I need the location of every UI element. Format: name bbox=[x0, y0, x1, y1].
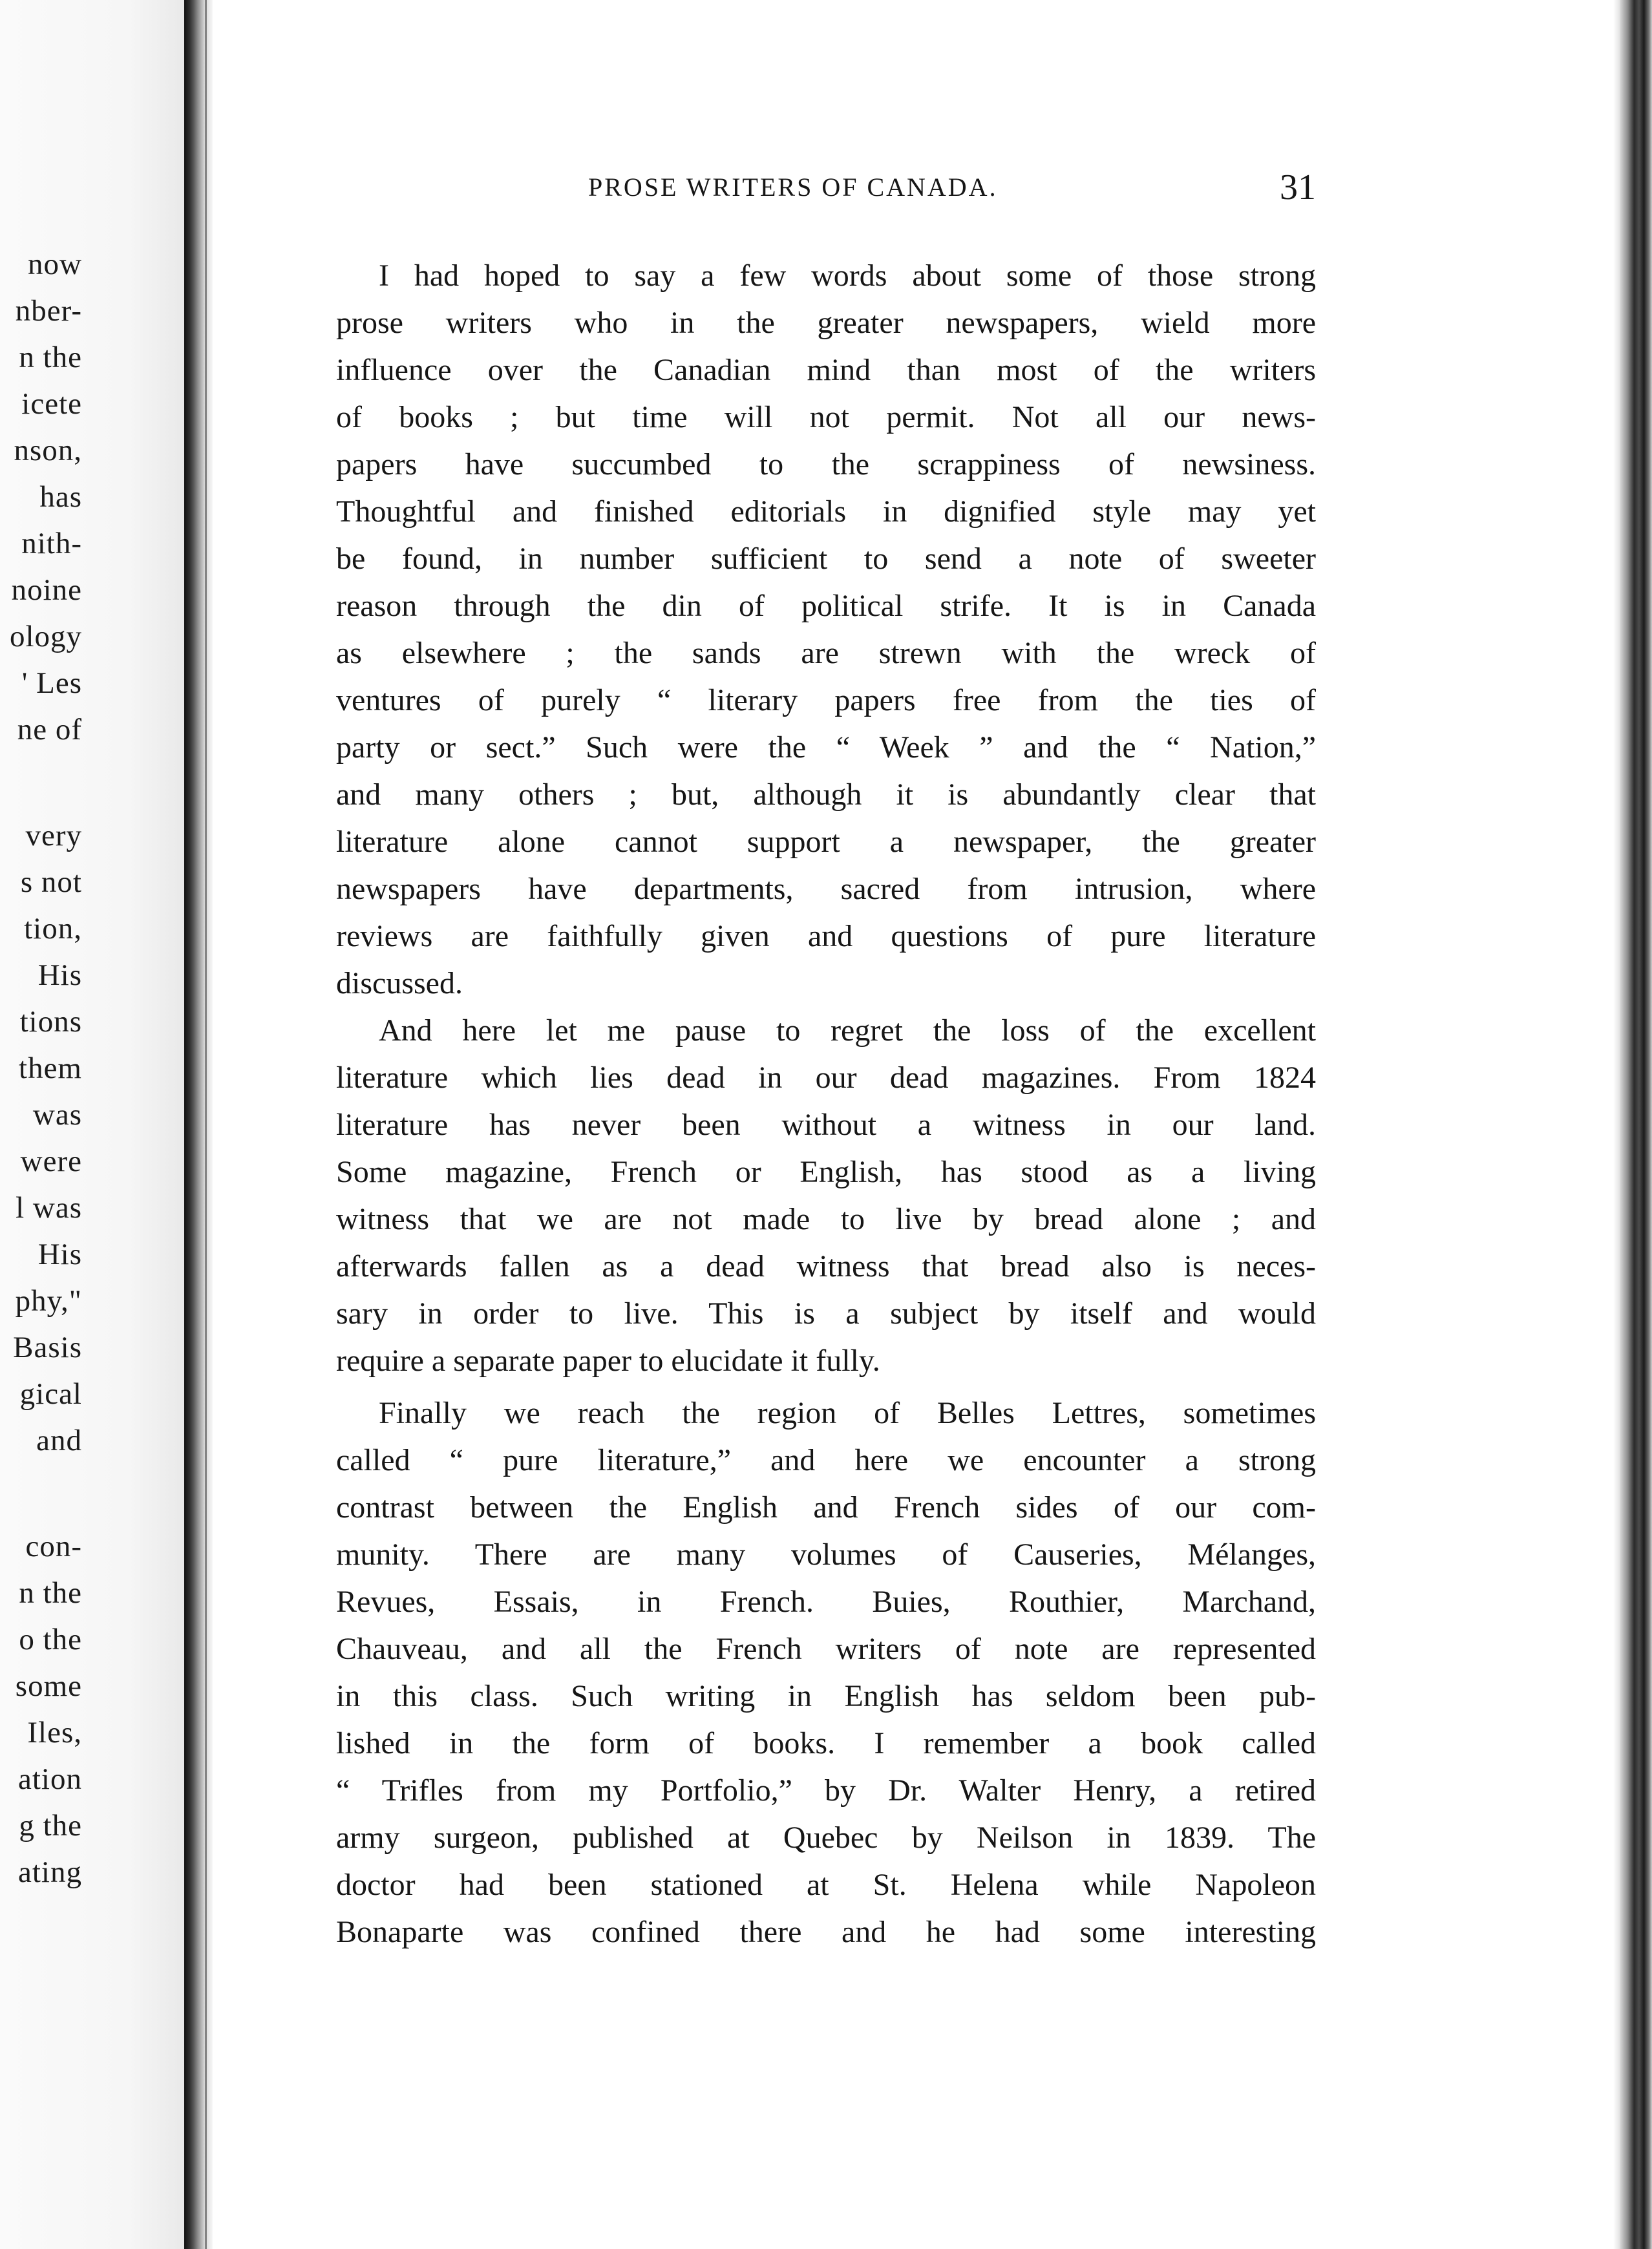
left-page-text-fragment: nson, bbox=[14, 434, 82, 467]
left-page-text-fragment: gical bbox=[19, 1377, 82, 1411]
left-page-text-fragment: now bbox=[28, 248, 82, 281]
paragraph-spacer bbox=[336, 1384, 1316, 1389]
text-line: Finally we reach the region of Belles Lettres, sometimes bbox=[379, 1396, 1316, 1430]
paragraph bbox=[336, 1389, 1316, 1956]
left-page-text-fragment: phy," bbox=[15, 1284, 82, 1318]
left-page-text-fragment: l was bbox=[16, 1191, 82, 1225]
page-stack-edge bbox=[1620, 0, 1652, 2249]
text-line: literature which lies dead in our dead magazines. From 1824 bbox=[336, 1061, 1316, 1095]
text-line: witness that we are not made to live by bread alone ; and bbox=[336, 1202, 1316, 1236]
text-line: I had hoped to say a few words about some of those strong bbox=[379, 259, 1316, 293]
left-page-text-fragment: them bbox=[19, 1051, 82, 1085]
text-line: Some magazine, French or English, has stood as a living bbox=[336, 1155, 1316, 1189]
text-line: Thoughtful and finished editorials in dignified style may yet bbox=[336, 494, 1316, 529]
left-page-text-fragment: nith- bbox=[21, 527, 82, 560]
left-page-text-fragment: g the bbox=[19, 1809, 82, 1842]
text-line: Bonaparte was confined there and he had some interesting bbox=[336, 1915, 1316, 1949]
text-line: ventures of purely “ literary papers free from the ties of bbox=[336, 683, 1316, 717]
text-line: contrast between the English and French sides of our com- bbox=[336, 1490, 1316, 1525]
text-line: called “ pure literature,” and here we encounter a strong bbox=[336, 1443, 1316, 1477]
left-page-text-fragment: ' Les bbox=[21, 666, 82, 700]
left-page-text-fragment: ation bbox=[18, 1762, 82, 1796]
running-head bbox=[336, 167, 1316, 212]
paragraph bbox=[336, 1007, 1316, 1384]
left-page-text-fragment: ology bbox=[9, 620, 82, 653]
left-page-text-fragment: tions bbox=[19, 1005, 82, 1039]
text-line: and many others ; but, although it is abundantly clear that bbox=[336, 777, 1316, 812]
left-page-text-fragment: o the bbox=[19, 1623, 82, 1656]
text-line: lished in the form of books. I remember a book called bbox=[336, 1726, 1316, 1760]
text-line: as elsewhere ; the sands are strewn with the wreck of bbox=[336, 636, 1316, 670]
text-line: be found, in number sufficient to send a note of sweeter bbox=[336, 542, 1316, 576]
left-page-text-fragment: con- bbox=[25, 1530, 82, 1563]
text-line: require a separate paper to elucidate it fully. bbox=[336, 1344, 880, 1378]
page-number: 31 bbox=[1280, 167, 1316, 207]
text-line: in this class. Such writing in English has seldom been pub- bbox=[336, 1679, 1316, 1713]
text-line: newspapers have departments, sacred from intrusion, where bbox=[336, 872, 1316, 906]
left-page-text-fragment: nber- bbox=[15, 294, 82, 328]
text-line: afterwards fallen as a dead witness that bread also is neces- bbox=[336, 1249, 1316, 1283]
gutter-fold-line bbox=[205, 0, 207, 2249]
left-page-text-fragment: ne of bbox=[17, 713, 82, 746]
left-page-text-fragment: n the bbox=[19, 341, 82, 374]
left-page-text-fragment: noine bbox=[11, 573, 82, 607]
left-page-text-fragment: His bbox=[37, 958, 82, 992]
text-line: reviews are faithfully given and questions of pure literature bbox=[336, 919, 1316, 953]
body-text bbox=[336, 252, 1316, 1956]
text-line: influence over the Canadian mind than most of the writers bbox=[336, 353, 1316, 387]
text-line: party or sect.” Such were the “ Week ” and the “ Nation,” bbox=[336, 730, 1316, 765]
text-line: literature alone cannot support a newspaper, the greater bbox=[336, 825, 1316, 859]
text-line: sary in order to live. This is a subject by itself and would bbox=[336, 1296, 1316, 1331]
text-line: Chauveau, and all the French writers of note are represented bbox=[336, 1632, 1316, 1666]
left-page-text-fragment: tion, bbox=[24, 912, 82, 945]
text-line: munity. There are many volumes of Causeries, Mélanges, bbox=[336, 1537, 1316, 1572]
left-page-text-fragment: and bbox=[36, 1424, 82, 1457]
text-line: of books ; but time will not permit. Not all our news- bbox=[336, 400, 1316, 434]
left-page-text-fragment: icete bbox=[21, 387, 82, 421]
left-page-text-fragment: some bbox=[15, 1669, 82, 1703]
paragraph bbox=[336, 252, 1316, 1007]
text-line: prose writers who in the greater newspapers, wield more bbox=[336, 306, 1316, 340]
left-page-text-fragment: Iles, bbox=[27, 1716, 82, 1749]
text-line: army surgeon, published at Quebec by Neilson in 1839. The bbox=[336, 1821, 1316, 1855]
left-page-text-fragment: was bbox=[32, 1098, 82, 1132]
left-page-text-fragment: has bbox=[39, 480, 82, 514]
text-line: discussed. bbox=[336, 966, 463, 1000]
left-page-text-fragment: n the bbox=[19, 1576, 82, 1610]
left-page-text-fragment: s not bbox=[20, 865, 82, 899]
text-line: literature has never been without a witness in our land. bbox=[336, 1108, 1316, 1142]
book-page bbox=[336, 0, 1318, 2249]
text-line: doctor had been stationed at St. Helena while Napoleon bbox=[336, 1868, 1316, 1902]
left-page-text-fragment: very bbox=[25, 819, 82, 852]
page-edge bbox=[1613, 0, 1620, 2249]
text-line: reason through the din of political strife. It is in Canada bbox=[336, 589, 1316, 623]
text-line: And here let me pause to regret the loss of the excellent bbox=[379, 1013, 1316, 1048]
left-page-text-fragment: were bbox=[20, 1145, 82, 1178]
book-gutter-shadow bbox=[184, 0, 213, 2249]
left-page-fragment bbox=[0, 0, 184, 2249]
left-page-text-fragment: His bbox=[37, 1238, 82, 1271]
running-head-title: PROSE WRITERS OF CANADA. bbox=[588, 173, 998, 202]
text-line: Revues, Essais, in French. Buies, Routhier, Marchand, bbox=[336, 1585, 1316, 1619]
left-page-text-fragment: ating bbox=[18, 1855, 82, 1889]
text-line: papers have succumbed to the scrappiness of newsiness. bbox=[336, 447, 1316, 481]
left-page-text-fragment: Basis bbox=[13, 1331, 82, 1364]
text-line: “ Trifles from my Portfolio,” by Dr. Walter Henry, a retired bbox=[336, 1773, 1316, 1808]
